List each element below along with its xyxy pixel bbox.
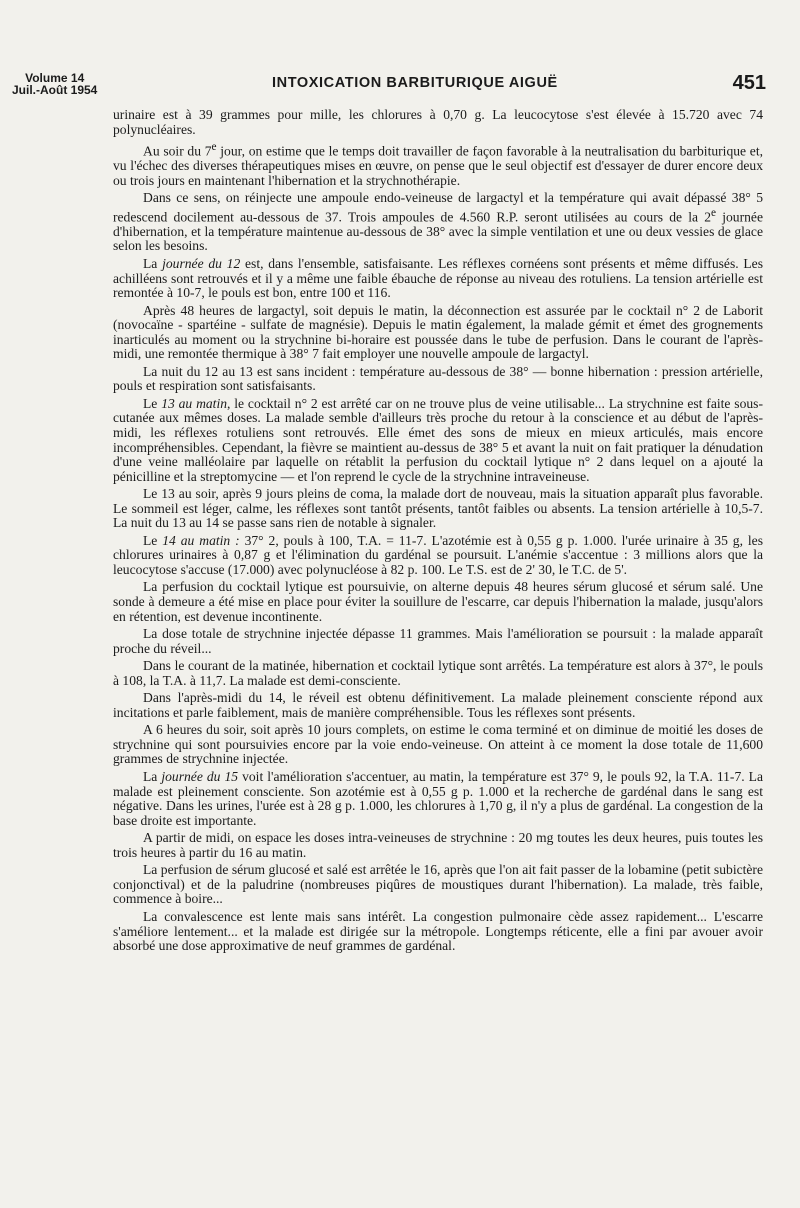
issue-date: Juil.-Août 1954 [12,83,98,97]
paragraph: La nuit du 12 au 13 est sans incident : température au-dessous de 38° — bonne hibernation : pression artérielle, pouls et respiration sont satisfaisants. [113,363,763,394]
volume-label: Volume 14 [25,71,85,85]
paragraph: Dans le courant de la matinée, hibernation et cocktail lytique sont arrêtés. La température est alors à 37°, le pouls à 108, la T.A. à 11,7. La malade est demi-consciente. [113,658,763,688]
article-body [113,108,763,957]
paragraph: La dose totale de strychnine injectée dépasse 11 grammes. Mais l'amélioration se poursuit : la malade apparaît proche du réveil... [113,626,763,656]
paragraph: La perfusion du cocktail lytique est poursuivie, on alterne depuis 48 heures sérum glucosé et sérum salé. Une sonde à demeure a été mise en place pour éviter la souillure de l'escarre, car depuis l'hibernation la malade, jusqu'alors en rétention, est devenue incontinente. [113,579,763,624]
paragraph: urinaire est à 39 grammes pour mille, les chlorures à 0,70 g. La leucocytose s'est élevée à 15.720 avec 74 polynucléaires. [113,107,763,137]
paragraph: Dans ce sens, on réinjecte une ampoule endo-veineuse de largactyl et la température qui avait dépassé 38° 5 redescend docilement au-dessous de 37. Trois ampoules de 4.560 R.P. seront utilisées au cours de la 2e journée d'hibernation, et la température maintenue au-dessous de 38° avec la simple ventilation et une ou deux vessies de glace selon les besoins. [113,190,763,254]
paragraph: La journée du 12 est, dans l'ensemble, satisfaisante. Les réflexes cornéens sont présents et même diffusés. Les achilléens sont retrouvés et il y a même une faible ébauche de réponse au niveau des rotuliens. La tension artérielle est remontée à 10-7, le pouls est bon, entre 100 et 116. [113,255,763,301]
volume-issue [12,72,97,96]
running-title: INTOXICATION BARBITURIQUE AIGUË [272,75,558,91]
paragraph: La perfusion de sérum glucosé et salé est arrêtée le 16, après que l'on ait fait passer de la lobamine (petit subictère conjonctival) et de la paludrine (nombreuses piqûres de moustiques durant l'hibernation). La malade, très faible, commence à boire... [113,862,763,907]
page-header [12,72,772,102]
paragraph: Au soir du 7e jour, on estime que le temps doit travailler de façon favorable à la neutralisation du barbiturique et, vu l'échec des diverses thérapeutiques mises en œuvre, on pense que le seul objectif est d'essayer de durer encore deux ou trois jours en maintenant l'hibernation et la strychnothérapie. [113,141,763,188]
page-number: 451 [732,72,766,94]
paragraph: A partir de midi, on espace les doses intra-veineuses de strychnine : 20 mg toutes les deux heures, puis toutes les trois heures à partir du 16 au matin. [113,830,763,860]
paragraph: Après 48 heures de largactyl, soit depuis le matin, la déconnection est assurée par le cocktail n° 2 de Laborit (novocaïne - spartéine - sulfate de magnésie). Depuis le matin également, la malade gémit et émet des grognements inarticulés au moment ou la strychnine bi-horaire est poussée dans le tube de perfusion. Dans le courant de l'après-midi, une remontée thermique à 38° 7 fait employer une nouvelle ampoule de largactyl. [113,302,763,362]
paragraph: Le 14 au matin : 37° 2, pouls à 100, T.A. = 11-7. L'azotémie est à 0,55 g p. 1.000. l'urée urinaire à 35 g, les chlorures urinaires à 0,87 g et l'élimination du gardénal se poursuit. L'anémie s'accentue : 3 millions alors que la leucocytose s'accuse (17.000) avec polynucléose à 82 p. 100. Le T.S. est de 2' 30, le T.C. de 5'. [113,532,763,577]
paragraph: La convalescence est lente mais sans intérêt. La congestion pulmonaire cède assez rapidement... L'escarre s'améliore lentement... et la malade est dirigée sur la métropole. Longtemps réticente, elle a fini par avouer avoir absorbé une dose approximative de neuf grammes de gardénal. [113,908,763,954]
paragraph: Le 13 au soir, après 9 jours pleins de coma, la malade dort de nouveau, mais la situation apparaît plus favorable. Le sommeil est léger, calme, les réflexes sont tantôt présents, tantôt faibles ou absents. La tension artérielle à 10,5-7. La nuit du 13 au 14 se passe sans rien de notable à signaler. [113,486,763,531]
paragraph: La journée du 15 voit l'amélioration s'accentuer, au matin, la température est 37° 9, le pouls 92, la T.A. 11-7. La malade est pleinement consciente. Son azotémie est à 0,55 g p. 1.000 et la recherche de gardénal dans le sang est négative. Dans les urines, l'urée est à 28 g p. 1.000, les chlorures à 1,70 g, il n'y a plus de gardénal. La congestion de la base droite est importante. [113,769,763,828]
paragraph: Le 13 au matin, le cocktail n° 2 est arrêté car on ne trouve plus de veine utilisable... La strychnine est faite sous-cutanée aux mêmes doses. La malade semble d'ailleurs très proche du retour à la conscience et au début de l'après-midi, les réflexes rotuliens sont retrouvés. Elle émet des sons de mieux en mieux articulés, mais encore incompréhensibles. Cependant, la fièvre se maintient au-dessus de 38° 5 et avant la nuit on fait pratiquer la dénudation d'une veine malléolaire par laquelle on rétablit la perfusion du cocktail lytique n° 2 dans lequel on a ajouté la pénicilline et la streptomycine — et l'on reprend le cycle de la strychnine intraveineuse. [113,395,763,484]
paragraph: Dans l'après-midi du 14, le réveil est obtenu définitivement. La malade pleinement consciente répond aux incitations et parle faiblement, mais de manière compréhensible. Tous les réflexes sont présents. [113,690,763,720]
paragraph: A 6 heures du soir, soit après 10 jours complets, on estime le coma terminé et on diminue de moitié les doses de strychnine qui sont poursuivies encore par la voie endo-veineuse. On atteint à ce moment la dose totale de 11,600 grammes de strychnine injectée. [113,722,763,767]
